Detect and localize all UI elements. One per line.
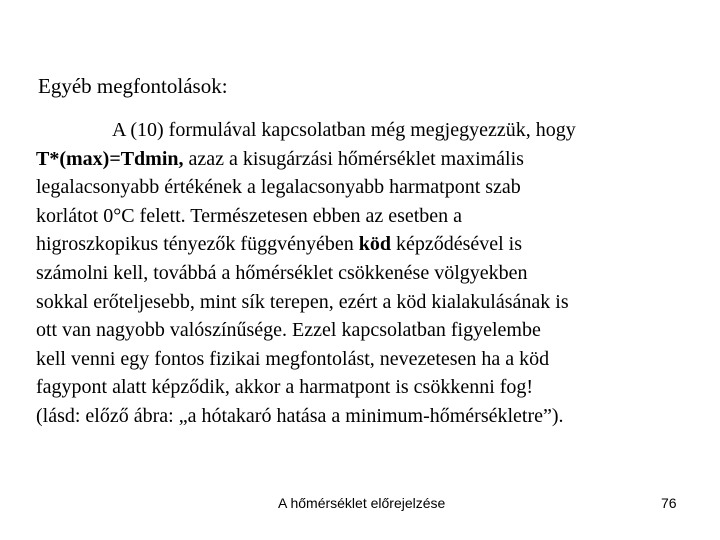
paragraph-line: fagypont alatt képződik, akkor a harmatpont is csökkenni fog!: [36, 376, 534, 399]
paragraph-line: kell venni egy fontos fizikai megfontolást, nevezetesen ha a köd: [36, 347, 550, 370]
paragraph-line: legalacsonyabb értékének a legalacsonyabb harmatpont szab: [36, 176, 521, 199]
paragraph-line: A (10) formulával kapcsolatban még megjegyezzük, hogy: [112, 119, 576, 141]
paragraph-line: korlátot 0°C felett. Természetesen ebben az esetben a: [36, 204, 463, 227]
page-number: 76: [661, 495, 677, 511]
footer-title: A hőmérséklet előrejelzése: [278, 495, 446, 511]
paragraph-line: [36, 145, 686, 174]
body-paragraph: [36, 116, 686, 431]
paragraph-line: ott van nagyobb valószínűsége. Ezzel kapcsolatban figyelembe: [36, 319, 541, 342]
emphasis-text: köd: [358, 233, 391, 256]
formula-text: T*(max)=Tdmin,: [36, 147, 184, 170]
paragraph-line: sokkal erőteljesebb, mint sík terepen, ezért a köd kialakulásának is: [36, 290, 569, 313]
section-heading: Egyéb megfontolások:: [38, 74, 228, 98]
paragraph-text: higroszkopikus tényezők függvényében: [36, 233, 359, 256]
paragraph-text: azaz a kisugárzási hőmérséklet maximális: [183, 147, 524, 170]
paragraph-line: [36, 230, 686, 259]
paragraph-line: (lásd: előző ábra: „a hótakaró hatása a minimum-hőmérsékletre”).: [36, 404, 564, 427]
paragraph-line: számolni kell, továbbá a hőmérséklet csökkenése völgyekben: [36, 261, 528, 284]
paragraph-text: képződésével is: [390, 233, 523, 256]
